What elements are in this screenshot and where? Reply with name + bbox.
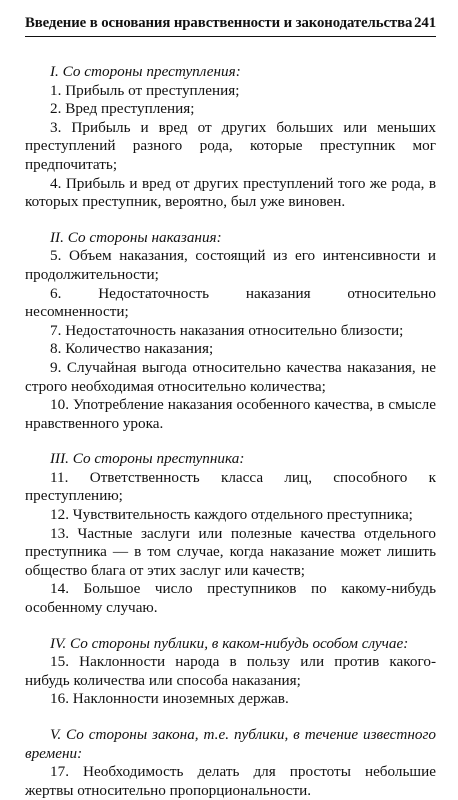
list-item: 17. Необходимость делать для простоты небольшие жертвы относительно пропорциональности. bbox=[25, 763, 436, 799]
list-item: 16. Наклонности иноземных держав. bbox=[50, 690, 289, 708]
section-heading: V. Со стороны закона, т.е. публики, в течение известного времени: bbox=[25, 726, 436, 762]
section-crime bbox=[25, 63, 436, 212]
list-item: 10. Употребление наказания особенного качества, в смысле нравственного урока. bbox=[25, 396, 436, 432]
list-item: 7. Недостаточность наказания относительно близости; bbox=[50, 321, 404, 339]
list-item: 9. Случайная выгода относительно качества наказания, не строго необходимая относительно количества; bbox=[25, 358, 436, 395]
section-punishment bbox=[25, 229, 436, 434]
list-item: 6. Недостаточность наказания относительно несомненности; bbox=[25, 284, 436, 321]
list-item: 11. Ответственность класса лиц, способного к преступлению; bbox=[25, 468, 436, 505]
list-item: 4. Прибыль и вред от других преступлений того же рода, в которых преступник, вероятно, был уже виновен. bbox=[25, 174, 436, 211]
section-heading: IV. Со стороны публики, в каком-нибудь особом случае: bbox=[50, 634, 409, 652]
list-item: 5. Объем наказания, состоящий из его интенсивности и продолжительности; bbox=[25, 247, 436, 283]
section-law bbox=[25, 726, 436, 800]
list-item: 8. Количество наказания; bbox=[50, 340, 214, 358]
section-heading: II. Со стороны наказания: bbox=[50, 228, 222, 246]
list-item: 14. Большое число преступников по какому-нибудь особенному случаю. bbox=[25, 580, 436, 617]
section-public bbox=[25, 635, 436, 709]
list-item: 1. Прибыль от преступления; bbox=[50, 81, 240, 99]
list-item: 13. Частные заслуги или полезные качества отдельного преступника — в том случае, когда наказание может лишить общество блага от этих заслуг или качеств; bbox=[25, 524, 436, 579]
list-item: 3. Прибыль и вред от других больших или меньших преступлений разного рода, которые преступник мог предпочитать; bbox=[25, 118, 436, 173]
section-heading: III. Со стороны преступника: bbox=[50, 450, 245, 468]
list-item: 2. Вред преступления; bbox=[50, 100, 195, 118]
section-heading: I. Со стороны преступления: bbox=[50, 63, 241, 80]
running-header bbox=[25, 0, 436, 37]
list-item: 15. Наклонности народа в пользу или против какого-нибудь количества или способа наказания; bbox=[25, 653, 436, 689]
page-content bbox=[25, 63, 436, 800]
page-number: 241 bbox=[414, 15, 436, 31]
section-offender bbox=[25, 450, 436, 617]
list-item: 12. Чувствительность каждого отдельного преступника; bbox=[50, 506, 413, 524]
header-title: Введение в основания нравственности и законодательства bbox=[25, 15, 413, 31]
